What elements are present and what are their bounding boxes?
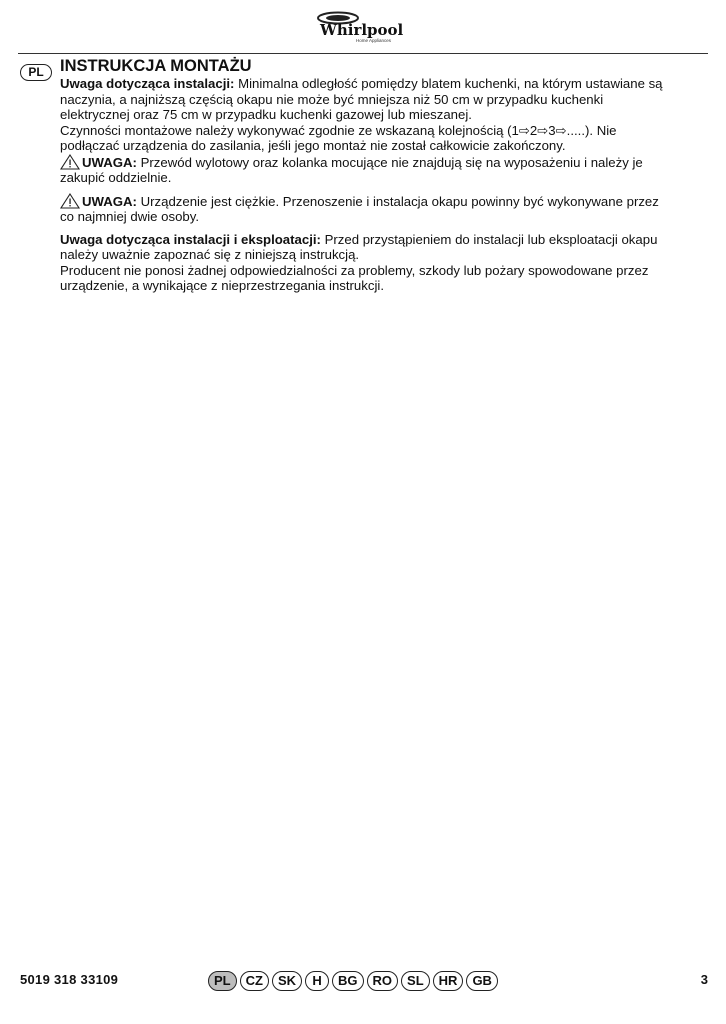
language-pill-pl: PL xyxy=(208,971,237,991)
warning-triangle-icon xyxy=(60,193,80,209)
header-rule xyxy=(18,53,708,54)
installation-use-note xyxy=(60,232,668,263)
installation-note xyxy=(60,76,668,123)
language-badge: PL xyxy=(20,64,52,81)
assembly-order-note: Czynności montażowe należy wykonywać zgodnie ze wskazaną kolejnością (1⇨2⇨3⇨.....). Nie podłączać urządzenia do zasilania, jeśli jego montaż nie został całkowicie zakończony. xyxy=(60,122,617,153)
page-footer xyxy=(20,968,708,994)
brand-tagline: Home Appliances xyxy=(356,38,392,43)
warning-heavy-text: Urządzenie jest ciężkie. Przenoszenie i instalacja okapu powinny być wykonywane przez co najmniej dwie osoby. xyxy=(60,193,659,224)
page-number: 3 xyxy=(700,972,708,987)
warning-heavy xyxy=(60,193,668,225)
document-code: 5019 318 33109 xyxy=(20,972,119,987)
language-list xyxy=(208,971,498,991)
warning-duct xyxy=(60,154,668,186)
language-pill-gb: GB xyxy=(466,971,498,991)
installation-use-note-label: Uwaga dotycząca instalacji i eksploatacji: xyxy=(60,231,321,247)
brand-name: Whirlpool xyxy=(320,21,404,39)
language-pill-ro: RO xyxy=(367,971,399,991)
language-pill-hr: HR xyxy=(433,971,464,991)
language-pill-sk: SK xyxy=(272,971,302,991)
instructions-body xyxy=(60,57,668,294)
whirlpool-logo xyxy=(314,10,406,50)
warning-heavy-label: UWAGA: xyxy=(82,193,137,209)
liability-note: Producent nie ponosi żadnej odpowiedzialności za problemy, szkody lub pożary spowodowane przez urządzenie, a wynikające z nieprzestrzegania instrukcji. xyxy=(60,262,649,293)
language-pill-cz: CZ xyxy=(240,971,269,991)
warning-duct-text: Przewód wylotowy oraz kolanka mocujące nie znajdują się na wyposażeniu i należy je zakupić oddzielnie. xyxy=(60,154,643,185)
page-title: INSTRUKCJA MONTAŻU xyxy=(60,57,252,75)
language-pill-h: H xyxy=(305,971,329,991)
warning-triangle-icon xyxy=(60,154,80,170)
installation-note-text: Minimalna odległość pomiędzy blatem kuchenki, na którym ustawiane są naczynia, a najniższą częścią okapu nie może być mniejsza niż 50 cm w przypadku kuchenki elektrycznej oraz 75 cm w przypadku kuchenki gazowej lub mieszanej. xyxy=(60,76,663,122)
language-pill-bg: BG xyxy=(332,971,364,991)
installation-note-label: Uwaga dotycząca instalacji: xyxy=(60,76,235,91)
language-pill-sl: SL xyxy=(401,971,430,991)
installation-use-note-text: Przed przystąpieniem do instalacji lub eksploatacji okapu należy uważnie zapoznać się z niniejszą instrukcją. xyxy=(60,231,658,262)
warning-duct-label: UWAGA: xyxy=(82,154,137,170)
